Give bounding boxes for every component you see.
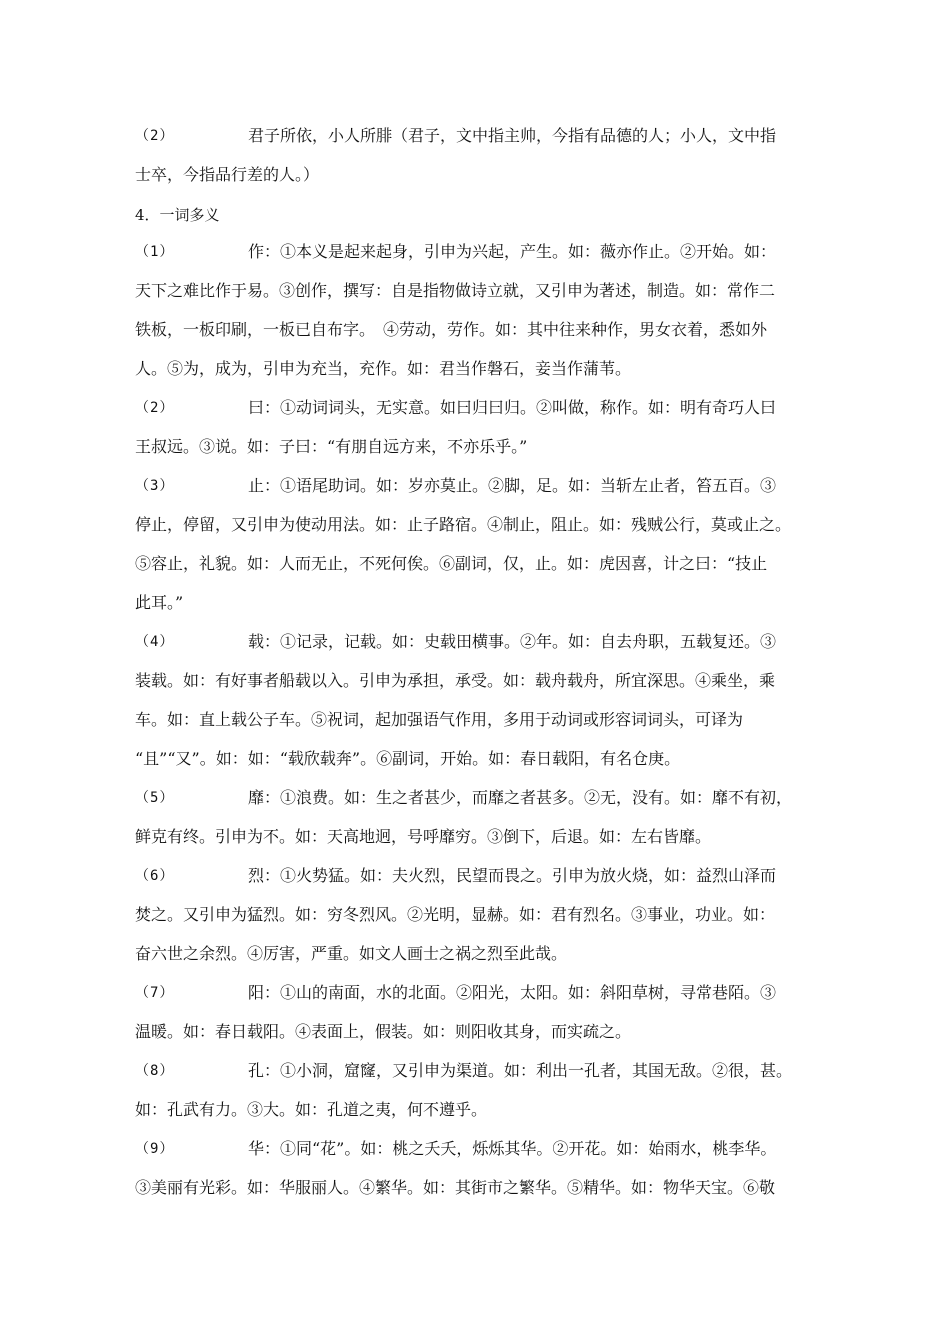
item-9-number: （9）: [135, 1141, 175, 1157]
item-9-line-2: ③美丽有光彩。如：华服丽人。④繁华。如：其街市之繁华。⑤精华。如：物华天宝。⑥敬: [135, 1178, 776, 1197]
item-3-line-2: 停止，停留，又引申为使动用法。如：止子路宿。④制止，阻止。如：残贼公行，莫或止之。: [135, 515, 792, 534]
item-3-line-4: 此耳。”: [135, 593, 184, 612]
item-4-number: （4）: [135, 634, 175, 650]
item-8-text-1: 孔：①小洞，窟窿，又引申为渠道。如：利出一孔者，其国无敌。②很，甚。: [248, 1061, 793, 1080]
item-1-line-3: 铁板，一板印刷，一板已自布字。 ④劳动，劳作。如：其中往来种作，男女衣着，悉如外: [135, 320, 768, 339]
item-2-line-2: 王叔远。③说。如：子曰：“有朋自远方来，不亦乐乎。”: [135, 437, 528, 456]
item-1-line-4: 人。⑤为，成为，引申为充当，充作。如：君当作磐石，妾当作蒲苇。: [135, 359, 632, 378]
item-6-line-2: 焚之。又引申为猛烈。如：穷冬烈风。②光明，显赫。如：君有烈名。③事业，功业。如：: [135, 905, 776, 924]
item-1-text-1: 作：①本义是起来起身，引申为兴起，产生。如：薇亦作止。②开始。如：: [248, 242, 777, 261]
item-5-line-2: 鲜克有终。引申为不。如：天高地迥，号呼靡穷。③倒下，后退。如：左右皆靡。: [135, 827, 712, 846]
item-3-text-1: 止：①语尾助词。如：岁亦莫止。②脚，足。如：当斩左止者，笞五百。③: [248, 476, 777, 495]
item-8-line-2: 如：孔武有力。③大。如：孔道之夷，何不遵乎。: [135, 1100, 488, 1119]
block2-number: （2）: [135, 128, 175, 144]
item-2-text-1: 曰：①动词词头，无实意。如曰归曰归。②叫做，称作。如：明有奇巧人曰: [248, 398, 777, 417]
section-4-title: 4．一词多义: [135, 206, 220, 224]
item-7-text-1: 阳：①山的南面，水的北面。②阳光，太阳。如：斜阳草树，寻常巷陌。③: [248, 983, 777, 1002]
item-6-text-1: 烈：①火势猛。如：夫火烈，民望而畏之。引申为放火烧，如：益烈山泽而: [248, 866, 777, 885]
item-4-line-2: 装载。如：有好事者船载以入。引申为承担，承受。如：载舟载舟，所宜深思。④乘坐，乘: [135, 671, 776, 690]
item-8-number: （8）: [135, 1063, 175, 1079]
item-6-line-3: 奋六世之余烈。④厉害，严重。如文人画士之祸之烈至此哉。: [135, 944, 568, 963]
item-4-text-1: 载：①记录，记载。如：史载田横事。②年。如：自去舟职，五载复还。③: [248, 632, 777, 651]
item-7-number: （7）: [135, 985, 175, 1001]
item-1-number: （1）: [135, 244, 175, 260]
item-3-number: （3）: [135, 478, 175, 494]
item-2-number: （2）: [135, 400, 175, 416]
item-4-line-4: “且”“又”。如：如：“载欣载奔”。⑥副词，开始。如：春日载阳，有名仓庚。: [135, 749, 681, 768]
item-9-text-1: 华：①同“花”。如：桃之夭夭，烁烁其华。②开花。如：始雨水，桃李华。: [248, 1139, 777, 1158]
item-6-number: （6）: [135, 868, 175, 884]
item-1-line-2: 天下之难比作于易。③创作，撰写：自是指物做诗立就，又引申为著述，制造。如：常作二: [135, 281, 776, 300]
item-7-line-2: 温暖。如：春日载阳。④表面上，假装。如：则阳收其身，而实疏之。: [135, 1022, 632, 1041]
item-3-line-3: ⑤容止，礼貌。如：人而无止，不死何俟。⑥副词，仅，止。如：虎因喜，计之曰：“技止: [135, 554, 768, 573]
item-4-line-3: 车。如：直上载公子车。⑤祝词，起加强语气作用，多用于动词或形容词词头，可译为: [135, 710, 744, 729]
item-5-number: （5）: [135, 790, 175, 806]
block2-text-1: 君子所依，小人所腓（君子，文中指主帅，今指有品德的人；小人，文中指: [248, 126, 777, 145]
block2-line-2: 士卒，今指品行差的人。）: [135, 165, 320, 184]
item-5-text-1: 靡：①浪费。如：生之者甚少，而靡之者甚多。②无，没有。如：靡不有初，: [248, 788, 793, 807]
